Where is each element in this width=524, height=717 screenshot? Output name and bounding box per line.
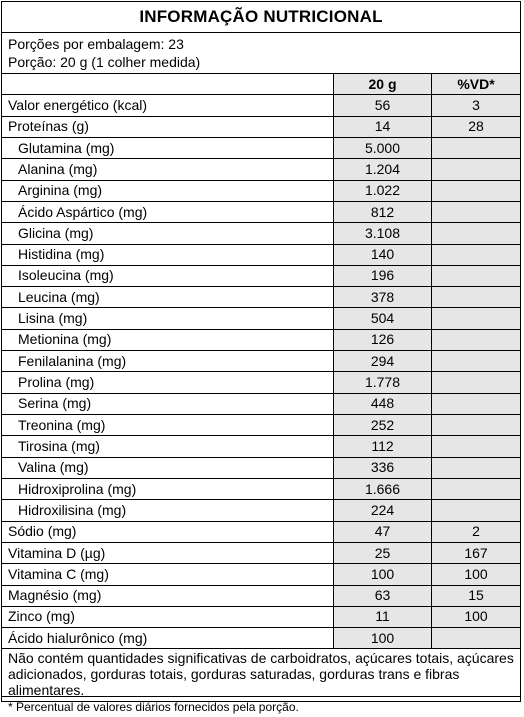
nutrient-name: Hidroxilisina (mg) [2, 500, 334, 521]
nutrition-label [1, 1, 521, 715]
table-row [2, 606, 520, 627]
table-row [2, 329, 520, 350]
nutrient-name: Arginina (mg) [2, 180, 334, 201]
nutrient-amount: 812 [334, 201, 432, 222]
nutrient-amount: 11 [334, 606, 432, 627]
table-row [2, 201, 520, 222]
nutrient-daily-value: 28 [432, 116, 521, 137]
nutrient-amount: 448 [334, 393, 432, 414]
nutrition-note: Não contém quantidades significativas de carboidratos, açúcares totais, açúcares adicionados, gorduras totais, gorduras saturadas, gorduras trans e fibras alimentares. [2, 649, 520, 697]
nutrient-amount: 3.108 [334, 223, 432, 244]
nutrient-amount: 378 [334, 287, 432, 308]
nutrient-name: Fenilalanina (mg) [2, 351, 334, 372]
table-row [2, 478, 520, 499]
nutrient-daily-value [432, 201, 521, 222]
nutrient-name: Metionina (mg) [2, 329, 334, 350]
table-row [2, 393, 520, 414]
table-row [2, 95, 520, 116]
nutrient-name: Isoleucina (mg) [2, 265, 334, 286]
nutrient-name: Hidroxiprolina (mg) [2, 478, 334, 499]
nutrient-daily-value [432, 265, 521, 286]
nutrient-name: Histidina (mg) [2, 244, 334, 265]
nutrient-daily-value: 100 [432, 606, 521, 627]
daily-value-footnote: * Percentual de valores diários fornecidos pela porção. [8, 700, 299, 715]
servings-per-package: Porções por embalagem: 23 [8, 36, 184, 52]
nutrient-amount: 336 [334, 457, 432, 478]
nutrient-daily-value [432, 478, 521, 499]
nutrient-amount: 100 [334, 628, 432, 649]
nutrient-name: Vitamina C (mg) [2, 564, 334, 585]
nutrient-daily-value [432, 393, 521, 414]
table-row [2, 223, 520, 244]
table-row [2, 351, 520, 372]
nutrient-amount: 504 [334, 308, 432, 329]
table-row [2, 415, 520, 436]
table-row [2, 265, 520, 286]
table-row [2, 457, 520, 478]
nutrient-daily-value: 3 [432, 95, 521, 116]
table-row [2, 244, 520, 265]
nutrient-name: Prolina (mg) [2, 372, 334, 393]
table-row [2, 308, 520, 329]
nutrient-name: Leucina (mg) [2, 287, 334, 308]
table-row [2, 137, 520, 158]
nutrient-amount: 1.666 [334, 478, 432, 499]
nutrient-name: Alanina (mg) [2, 159, 334, 180]
nutrient-name: Valor energético (kcal) [2, 95, 334, 116]
nutrient-amount: 1.022 [334, 180, 432, 201]
nutrition-table [2, 74, 520, 649]
nutrient-amount: 5.000 [334, 137, 432, 158]
table-header-row [2, 74, 520, 95]
nutrient-amount: 56 [334, 95, 432, 116]
table-row [2, 372, 520, 393]
table-row [2, 500, 520, 521]
nutrient-amount: 294 [334, 351, 432, 372]
nutrient-amount: 112 [334, 436, 432, 457]
nutrient-name: Glutamina (mg) [2, 137, 334, 158]
nutrient-daily-value [432, 500, 521, 521]
label-title: INFORMAÇÃO NUTRICIONAL [2, 2, 520, 33]
header-daily-value: %VD* [432, 74, 521, 95]
header-amount: 20 g [334, 74, 432, 95]
nutrient-daily-value [432, 308, 521, 329]
nutrient-name: Ácido hialurônico (mg) [2, 628, 334, 649]
nutrient-amount: 1.778 [334, 372, 432, 393]
table-row [2, 436, 520, 457]
nutrient-name: Proteínas (g) [2, 116, 334, 137]
nutrient-name: Magnésio (mg) [2, 585, 334, 606]
nutrient-daily-value: 2 [432, 521, 521, 542]
nutrient-amount: 140 [334, 244, 432, 265]
table-row [2, 116, 520, 137]
table-row [2, 585, 520, 606]
nutrient-amount: 126 [334, 329, 432, 350]
nutrient-name: Zinco (mg) [2, 606, 334, 627]
nutrient-name: Valina (mg) [2, 457, 334, 478]
nutrient-name: Treonina (mg) [2, 415, 334, 436]
nutrient-daily-value: 100 [432, 564, 521, 585]
nutrient-name: Tirosina (mg) [2, 436, 334, 457]
table-row [2, 542, 520, 563]
table-row [2, 628, 520, 649]
table-row [2, 180, 520, 201]
nutrient-amount: 196 [334, 265, 432, 286]
nutrient-name: Vitamina D (µg) [2, 542, 334, 563]
nutrient-daily-value [432, 223, 521, 244]
table-row [2, 287, 520, 308]
nutrient-amount: 63 [334, 585, 432, 606]
nutrient-name: Ácido Aspártico (mg) [2, 201, 334, 222]
nutrient-name: Glicina (mg) [2, 223, 334, 244]
nutrient-daily-value [432, 457, 521, 478]
header-nutrient [2, 74, 334, 95]
nutrient-daily-value [432, 436, 521, 457]
serving-size: Porção: 20 g (1 colher medida) [8, 54, 201, 70]
serving-info [2, 33, 520, 74]
nutrient-amount: 100 [334, 564, 432, 585]
nutrient-daily-value [432, 329, 521, 350]
nutrient-name: Serina (mg) [2, 393, 334, 414]
table-row [2, 159, 520, 180]
nutrient-daily-value: 15 [432, 585, 521, 606]
nutrient-amount: 14 [334, 116, 432, 137]
nutrient-daily-value [432, 287, 521, 308]
table-row [2, 521, 520, 542]
nutrient-daily-value [432, 159, 521, 180]
nutrient-amount: 47 [334, 521, 432, 542]
nutrient-amount: 252 [334, 415, 432, 436]
nutrient-daily-value [432, 351, 521, 372]
nutrition-rows [2, 95, 520, 649]
nutrient-daily-value [432, 372, 521, 393]
nutrient-name: Sódio (mg) [2, 521, 334, 542]
nutrient-daily-value [432, 180, 521, 201]
nutrient-amount: 1.204 [334, 159, 432, 180]
nutrient-daily-value: 167 [432, 542, 521, 563]
nutrient-daily-value [432, 244, 521, 265]
nutrient-daily-value [432, 415, 521, 436]
nutrient-amount: 25 [334, 542, 432, 563]
nutrient-daily-value [432, 137, 521, 158]
nutrient-amount: 224 [334, 500, 432, 521]
nutrient-daily-value [432, 628, 521, 649]
nutrient-name: Lisina (mg) [2, 308, 334, 329]
table-row [2, 564, 520, 585]
